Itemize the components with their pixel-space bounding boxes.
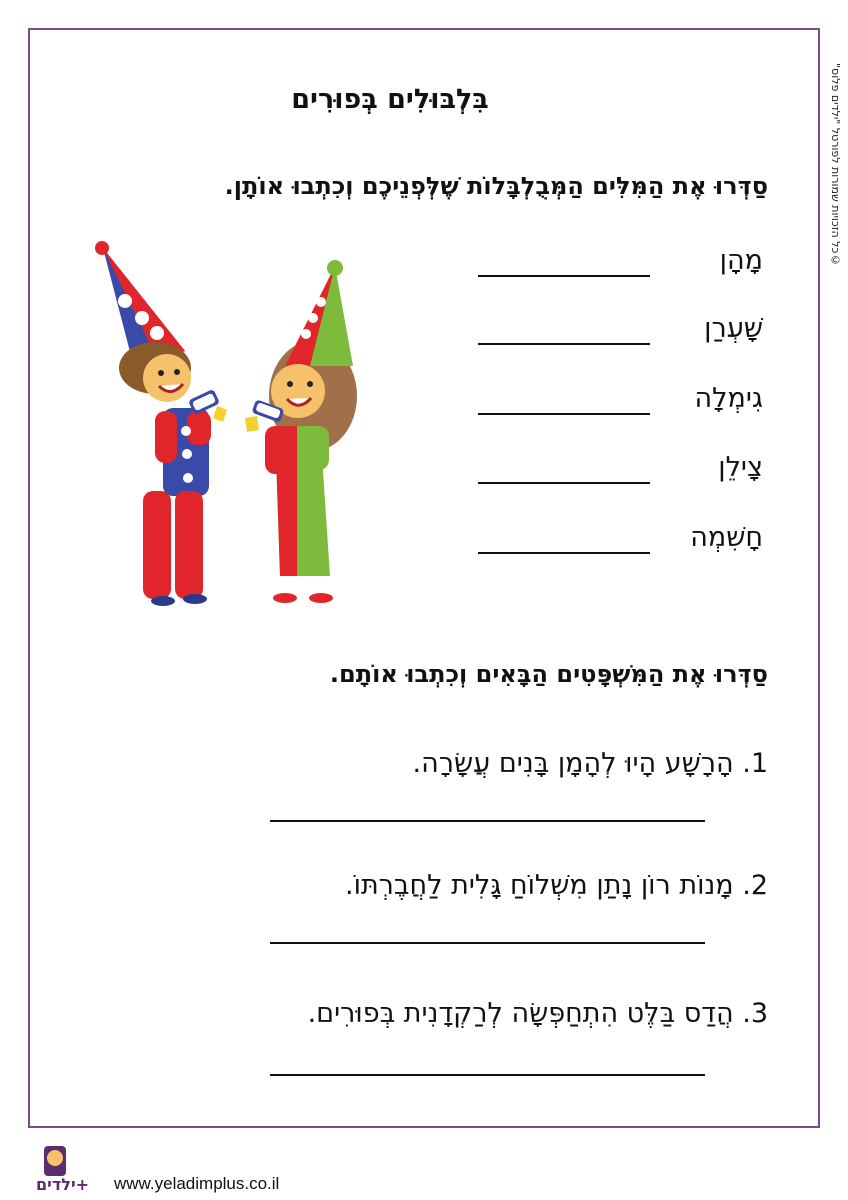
footer-url[interactable]: www.yeladimplus.co.il bbox=[114, 1174, 280, 1193]
answer-line[interactable] bbox=[270, 942, 705, 944]
copyright-notice: ©כל הזכויות שמורות לפורטל "ילדים פלוס" bbox=[829, 62, 842, 266]
scrambled-word: צָילֵן bbox=[718, 452, 763, 483]
girl-clown bbox=[245, 260, 357, 603]
sentence-text: הָרָשָׁע הָיוּ לְהָמָן בָּנִים עֲשָׂרָה. bbox=[412, 748, 734, 779]
answer-line[interactable] bbox=[270, 820, 705, 822]
clowns-illustration bbox=[85, 236, 375, 616]
answer-line[interactable] bbox=[478, 343, 650, 345]
scrambled-word: שָׁעְרַן bbox=[704, 313, 763, 344]
answer-line[interactable] bbox=[478, 275, 650, 277]
answer-line[interactable] bbox=[478, 552, 650, 554]
answer-line[interactable] bbox=[478, 413, 650, 415]
word-row bbox=[478, 313, 788, 363]
sentence-number: 1. bbox=[742, 748, 768, 779]
sentence-text: מָנוֹת רוֹן נָתַן מִשְׁלוֹחַ גָּלִית לַחֲבֶרְתּוֹ. bbox=[345, 870, 734, 901]
scrambled-word: גִימְלָה bbox=[694, 383, 763, 414]
sentence-item bbox=[413, 748, 768, 779]
word-row bbox=[478, 522, 788, 572]
sentence-number: 3. bbox=[742, 998, 768, 1029]
answer-line[interactable] bbox=[270, 1074, 705, 1076]
logo-text: ילדים+ bbox=[36, 1175, 90, 1194]
sentence-text: הֲדַס בַּלֶּט הִתְחַפְּשָׂה לְרַקְדָנִית בְּפוּרִים. bbox=[307, 998, 734, 1029]
sentence-item bbox=[308, 998, 768, 1029]
word-row bbox=[478, 452, 788, 502]
scrambled-word: חָשִׁמְה bbox=[690, 522, 763, 553]
word-row bbox=[478, 383, 788, 433]
section1-instruction: סַדְּרוּ אֶת הַמִּלִּים הַמְּבֻלְבָּלוֹת שֶׁלְּפְנֵיכֶם וְכִתְבוּ אוֹתָן. bbox=[224, 172, 768, 200]
sentence-number: 2. bbox=[742, 870, 768, 901]
answer-line[interactable] bbox=[478, 482, 650, 484]
section2-instruction: סַדְּרוּ אֶת הַמִּשְׁפָּטִים הַבָּאִים וְכִתְבוּ אוֹתָם. bbox=[329, 660, 768, 688]
sentence-item bbox=[345, 870, 768, 901]
scrambled-word: מָהָן bbox=[719, 245, 763, 276]
page-title: בִּלְבּוּלִים בְּפוּרִים bbox=[291, 84, 489, 115]
word-row bbox=[478, 245, 788, 295]
boy-clown bbox=[95, 241, 227, 606]
yeladimplus-logo bbox=[30, 1140, 110, 1198]
